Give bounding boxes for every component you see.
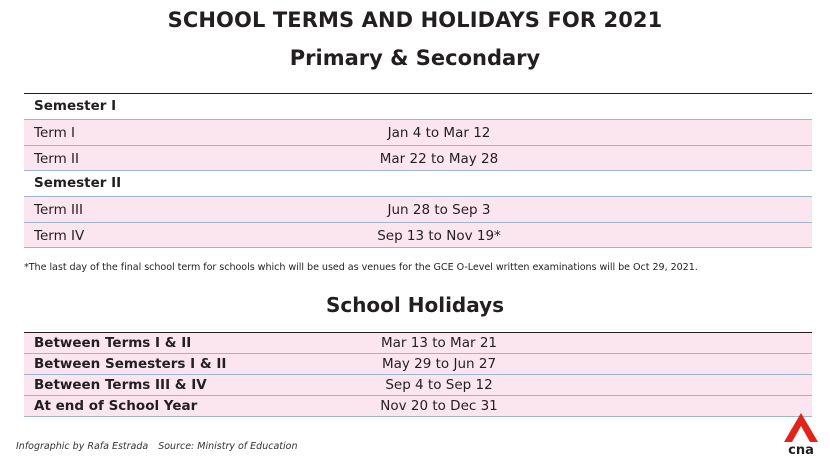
semester-label: Semester I [34, 98, 117, 114]
table-row [24, 196, 812, 222]
footnote: *The last day of the final school term for schools which will be used as venues for the GCE O-Level written examinations will be Oct 29, 2021. [24, 262, 698, 273]
table-row [24, 222, 812, 248]
term-label: Term II [34, 151, 79, 167]
page-title: SCHOOL TERMS AND HOLIDAYS FOR 2021 [167, 8, 663, 32]
holiday-label: Between Semesters I & II [34, 356, 227, 372]
table-row [24, 333, 812, 354]
source-credit: Source: Ministry of Education [158, 441, 298, 452]
holiday-dates: Nov 20 to Dec 31 [380, 398, 498, 414]
holiday-dates: Mar 13 to Mar 21 [380, 335, 497, 351]
term-dates: Sep 13 to Nov 19* [377, 228, 501, 244]
semester-label: Semester II [34, 175, 122, 191]
term-label: Term I [34, 125, 75, 141]
table-row [24, 119, 812, 145]
holidays-table [24, 333, 812, 417]
table-row [24, 354, 812, 375]
holiday-label: Between Terms III & IV [34, 377, 207, 393]
holidays-title: School Holidays [325, 293, 505, 317]
cna-logo-icon [783, 412, 819, 456]
holiday-dates: Sep 4 to Sep 12 [385, 377, 493, 393]
term-label: Term III [34, 202, 83, 218]
credits [16, 441, 297, 452]
table-row [24, 375, 812, 396]
logo-text: cna [788, 443, 814, 456]
semester-1-header [24, 94, 812, 119]
terms-table [24, 94, 812, 248]
term-label: Term IV [34, 228, 85, 244]
infographic-credit: Infographic by Rafa Estrada [16, 441, 149, 452]
page-subtitle: Primary & Secondary [289, 46, 541, 70]
holiday-label: At end of School Year [34, 398, 198, 414]
semester-2-header [24, 171, 812, 196]
term-dates: Jun 28 to Sep 3 [387, 202, 491, 218]
term-dates: Jan 4 to Mar 12 [387, 125, 491, 141]
holiday-label: Between Terms I & II [34, 335, 192, 351]
holiday-dates: May 29 to Jun 27 [381, 356, 497, 372]
term-dates: Mar 22 to May 28 [379, 151, 499, 167]
table-row [24, 145, 812, 171]
table-row [24, 396, 812, 417]
